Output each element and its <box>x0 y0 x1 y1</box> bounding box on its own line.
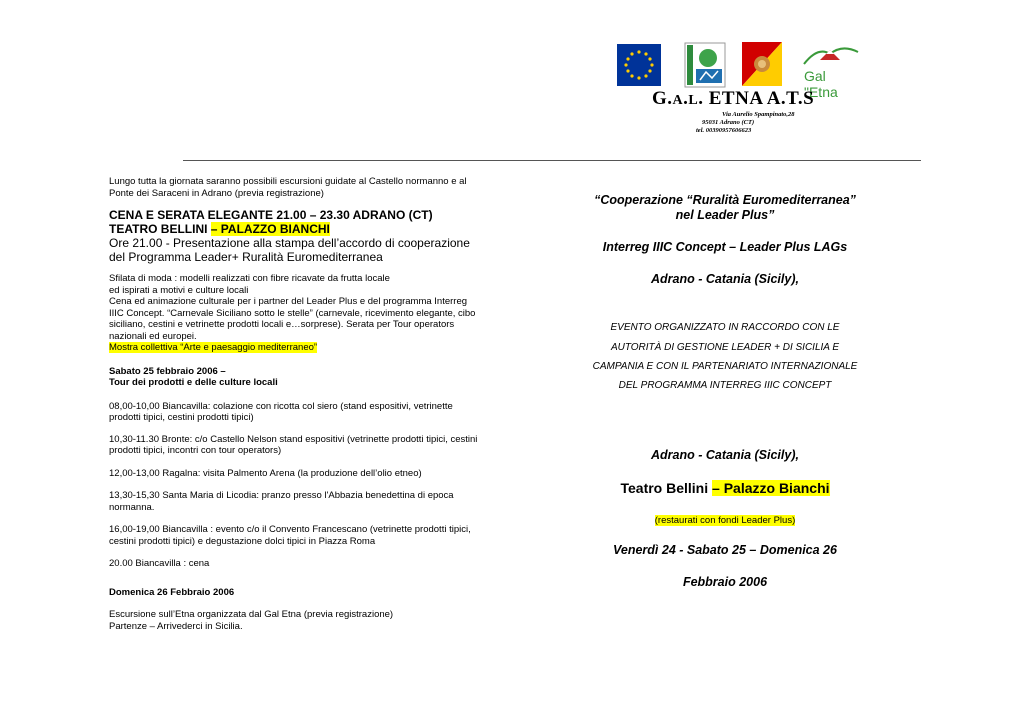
teatro-bellini-line: TEATRO BELLINI – PALAZZO BIANCHI <box>109 222 330 236</box>
sfilata-line: nazionali ed europei. <box>109 330 197 342</box>
escursione-line-1: Escursione sull’Etna organizzata dal Gal Etna (previa registrazione) <box>109 609 394 620</box>
sfilata-line: Sfilata di moda : modelli realizzati con fibre ricavate da frutta locale <box>109 273 390 284</box>
sicily-flag-icon <box>742 42 782 86</box>
evento-line: DEL PROGRAMMA INTERREG IIIC CONCEPT <box>618 380 832 391</box>
schedule-item: 12,00-13,00 Ragalna: visita Palmento Arena (la produzione dell’olio etneo) <box>109 467 422 479</box>
location-line-1: Adrano - Catania (Sicily), <box>651 272 799 286</box>
coop-title-2: nel Leader Plus” <box>675 208 775 222</box>
left-column <box>109 176 509 632</box>
sfilata-line: IIIC Concept. “Carnevale Siciliano sotto le stelle” (carnevale, ricevimento elegante, cibo <box>109 307 476 319</box>
gal-logo-text: Gal "Etna <box>804 68 838 100</box>
sabato-title-2: Tour dei prodotti e delle culture locali <box>109 377 278 388</box>
event-dates: Venerdì 24 - Sabato 25 – Domenica 26 <box>613 543 837 557</box>
eu-flag-icon <box>617 44 661 86</box>
cena-title: CENA E SERATA ELEGANTE 21.00 – 23.30 ADRANO (CT) <box>109 208 433 222</box>
mostra-line: Mostra collettiva “Arte e paesaggio mediterraneo” <box>109 342 318 353</box>
sabato-title-1: Sabato 25 febbraio 2006 – <box>109 365 226 377</box>
gal-etna-logo-icon <box>800 40 862 100</box>
address-line-3: tel. 00390957606623 <box>696 127 752 134</box>
address-line-2: 95031 Adrano (CT) <box>702 119 755 126</box>
coop-title-1: “Cooperazione “Ruralità Euromediterranea” <box>594 193 856 207</box>
evento-line: AUTORITÀ DI GESTIONE LEADER + DI SICILIA E <box>610 342 840 353</box>
interreg-line: Interreg IIIC Concept – Leader Plus LAGs <box>602 240 848 254</box>
schedule-item: 10,30-11.30 Bronte: c/o Castello Nelson stand espositivi (vetrinette prodotti tipici, cestini prodotti tipici, incontri con tour operators) <box>109 433 478 456</box>
sfilata-line: siciliano, cestini e vetrinette prodotti locali e…sorprese). Serata per Tour operators <box>109 319 455 330</box>
schedule-item: 08,00-10,00 Biancavilla: colazione con ricotta col siero (stand espositivi, vetrinette prodotti tipici, cestini prodotti tipici) <box>109 400 453 423</box>
org-name: G.A.L. ETNA A.T.S <box>652 88 815 109</box>
intro-line-1: Lungo tutta la giornata saranno possibili escursioni guidate al Castello normanno e al <box>109 176 467 187</box>
sfilata-line: Cena ed animazione culturale per i partner del Leader Plus e del programma Interreg <box>109 296 468 307</box>
event-month: Febbraio 2006 <box>682 575 768 589</box>
sfilata-block <box>109 273 509 354</box>
schedule-item: 20.00 Biancavilla : cena <box>109 558 210 569</box>
address-line-1: Via Aurelio Spampinato,28 <box>722 111 795 118</box>
evento-line: EVENTO ORGANIZZATO IN RACCORDO CON LE <box>610 322 840 333</box>
restaurati-note: (restaurati con fondi Leader Plus) <box>654 515 796 526</box>
teatro-bellini-title: Teatro Bellini – Palazzo Bianchi <box>620 480 830 496</box>
escursione-line-2: Partenze – Arrivederci in Sicilia. <box>109 620 243 632</box>
ore-line-2: del Programma Leader+ Ruralità Euromediterranea <box>109 250 383 264</box>
ore-line-1: Ore 21.00 - Presentazione alla stampa dell’accordo di cooperazione <box>109 236 470 250</box>
evento-line: CAMPANIA E CON IL PARTENARIATO INTERNAZIONALE <box>592 361 858 372</box>
sfilata-line: ed ispirati a motivi e culture locali <box>109 284 249 296</box>
location-line-2: Adrano - Catania (Sicily), <box>651 448 799 462</box>
leader-logo-icon <box>684 42 726 88</box>
schedule-item: 16,00-19,00 Biancavilla : evento c/o il Convento Francescano (vetrinette prodotti tipici, cestini prodotti tipici) e degustazione dolci tipici in Piazza Roma <box>109 524 471 547</box>
intro-line-2: Ponte dei Saraceni in Adrano (previa registrazione) <box>109 187 324 199</box>
schedule-item: 13,30-15,30 Santa Maria di Licodia: pranzo presso l'Abbazia benedettina di epoca normanna. <box>109 490 454 513</box>
domenica-title: Domenica 26 Febbraio 2006 <box>109 586 235 598</box>
header-rule <box>183 160 921 161</box>
